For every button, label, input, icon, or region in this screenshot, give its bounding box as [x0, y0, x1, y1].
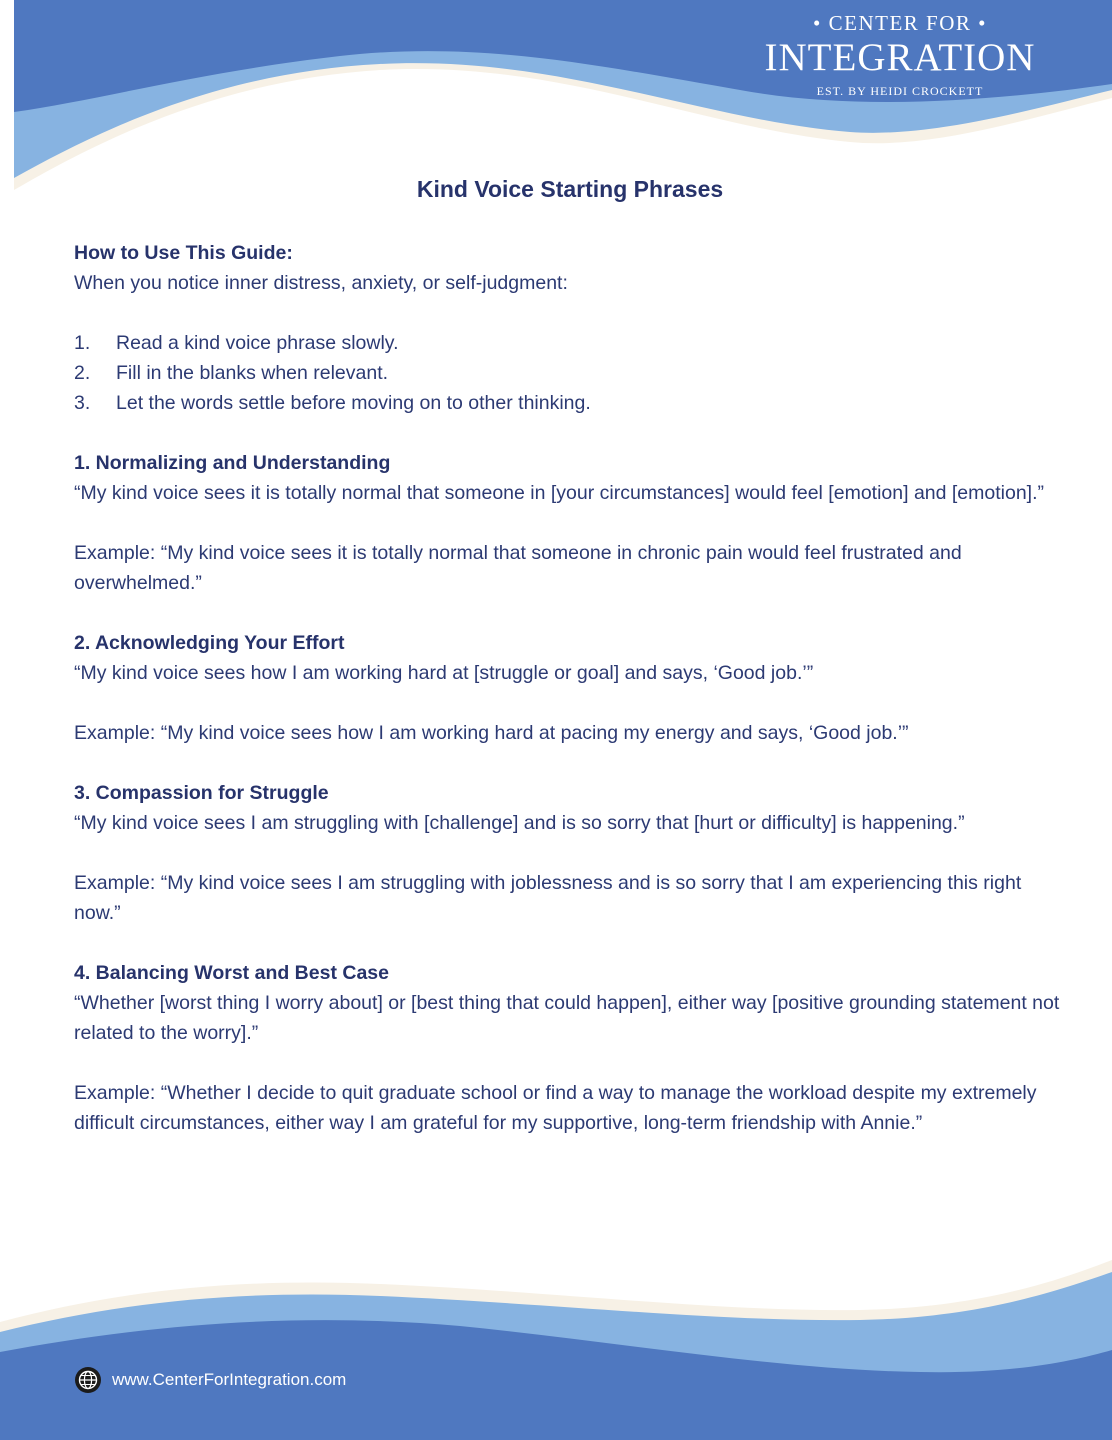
section-phrase-effort: “My kind voice sees how I am working hard at [struggle or goal] and says, ‘Good job.’” [74, 662, 814, 684]
globe-icon [74, 1366, 102, 1394]
guide-steps-list [74, 328, 1064, 418]
document-body [74, 238, 1064, 1138]
list-item [74, 388, 1064, 418]
step-number: 3. [74, 392, 91, 414]
section-phrase-balancing: “Whether [worst thing I worry about] or [best thing that could happen], either way [positive grounding statement not related to the worry].” [74, 992, 1060, 1044]
step-number: 1. [74, 332, 91, 354]
section-example-effort: Example: “My kind voice sees how I am working hard at pacing my energy and says, ‘Good job.’” [74, 722, 909, 744]
guide-heading: How to Use This Guide: [74, 242, 293, 264]
section-heading-compassion: 3. Compassion for Struggle [74, 782, 329, 804]
section-phrase-normalizing: “My kind voice sees it is totally normal that someone in [your circumstances] would feel [emotion] and [emotion].” [74, 482, 1045, 504]
step-text: Read a kind voice phrase slowly. [116, 332, 399, 354]
logo-line-integration: INTEGRATION [764, 36, 1036, 79]
section-phrase-compassion: “My kind voice sees I am struggling with [challenge] and is so sorry that [hurt or difficulty] is happening.” [74, 812, 965, 834]
logo-line-center-for: • CENTER FOR • [813, 11, 987, 35]
section-example-normalizing: Example: “My kind voice sees it is totally normal that someone in chronic pain would feel frustrated and overwhelmed.” [74, 542, 962, 594]
section-example-compassion: Example: “My kind voice sees I am struggling with joblessness and is so sorry that I am experiencing this right now.” [74, 872, 1022, 924]
list-item [74, 328, 1064, 358]
section-example-balancing: Example: “Whether I decide to quit graduate school or find a way to manage the workload despite my extremely difficult circumstances, either way I am grateful for my supportive, long-term friendship with Annie.” [74, 1082, 1037, 1134]
section-heading-normalizing: 1. Normalizing and Understanding [74, 452, 391, 474]
list-item [74, 358, 1064, 388]
document-title: Kind Voice Starting Phrases [416, 176, 724, 202]
footer [74, 1366, 346, 1394]
step-text: Fill in the blanks when relevant. [116, 362, 389, 384]
section-heading-effort: 2. Acknowledging Your Effort [74, 632, 345, 654]
footer-wave-banner [0, 1250, 1112, 1440]
brand-logo [740, 10, 1060, 99]
step-number: 2. [74, 362, 91, 384]
guide-intro: When you notice inner distress, anxiety, or self-judgment: [74, 272, 568, 294]
website-link[interactable]: www.CenterForIntegration.com [112, 1370, 347, 1389]
step-text: Let the words settle before moving on to other thinking. [116, 392, 591, 414]
section-heading-balancing: 4. Balancing Worst and Best Case [74, 962, 389, 984]
logo-line-established: EST. BY HEIDI CROCKETT [816, 84, 984, 98]
